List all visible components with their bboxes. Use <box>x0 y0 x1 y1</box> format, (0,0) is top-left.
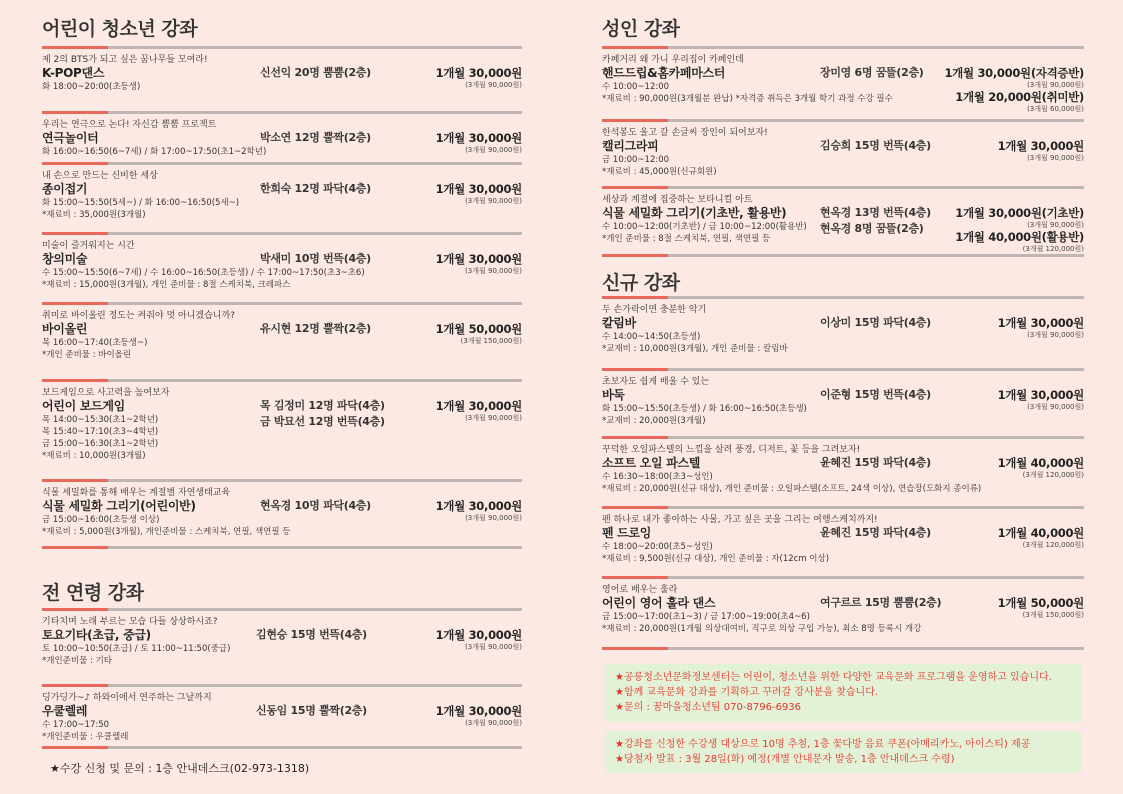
course-tagline: 기타치며 노래 부르는 모습 다들 상상하시죠? <box>42 617 218 627</box>
divider-line <box>668 647 1084 650</box>
quarter-price: (3개월 120,000원) <box>1022 245 1084 253</box>
course-note: *재료비 : 10,000원(3개월) <box>42 451 146 461</box>
course-tagline: 세상과 계절에 집중하는 보타니컬 아트 <box>602 195 753 205</box>
course-block <box>602 506 1084 565</box>
course-block <box>42 162 522 221</box>
divider-accent <box>42 746 108 749</box>
divider-line <box>668 119 1084 122</box>
monthly-price: 1개월 30,000원 <box>435 399 522 413</box>
course-tagline: 제 2의 BTS가 되고 싶은 꿈나무들 모여라! <box>42 55 208 65</box>
instructor-room: 목 김정미 12명 파닥(4층) <box>260 399 385 412</box>
divider-accent <box>602 254 668 257</box>
monthly-price: 1개월 40,000원 <box>997 456 1084 470</box>
quarter-price: (3개월 90,000원) <box>465 514 522 522</box>
course-note: *재료비 : 45,000원(신규회원) <box>602 167 717 177</box>
course-note: *교재비 : 20,000원(3개월) <box>602 416 706 426</box>
divider-accent <box>42 379 108 382</box>
monthly-price: 1개월 20,000원(취미반) <box>955 90 1084 104</box>
course-schedule: 화 18:00~20:00(초등생) <box>42 82 141 92</box>
monthly-price: 1개월 30,000원 <box>435 499 522 513</box>
divider <box>602 296 1084 300</box>
divider-line <box>108 746 522 749</box>
course-tagline: 보드게임으로 사고력을 높여보자 <box>42 388 170 398</box>
course-note: *개인준비물 : 우쿨렐레 <box>42 732 129 742</box>
course-note: *재료비 : 15,000원(3개월), 개인 준비물 : 8절 스케치북, 크레파스 <box>42 280 291 290</box>
divider <box>602 436 1084 440</box>
course-schedule: 화 15:00~15:50(5세~) / 화 16:00~16:50(5세~) <box>42 198 240 208</box>
course-tagline: 영어로 배우는 훌라 <box>602 585 678 595</box>
divider-accent <box>602 506 668 509</box>
divider-accent <box>602 647 668 650</box>
instructor-room: 박새미 10명 번뜩(4층) <box>260 252 371 265</box>
divider <box>602 506 1084 510</box>
course-name: 창의미술 <box>42 252 88 266</box>
course-note: *개인 준비물 : 바이올린 <box>42 350 132 360</box>
divider <box>602 119 1084 123</box>
course-block <box>42 379 522 462</box>
quarter-price: (3개월 90,000원) <box>465 643 522 651</box>
course-note: *재료비 : 9,500원(신규 대상), 개인 준비물 : 자(12cm 이상) <box>602 554 830 564</box>
closing-divider <box>42 746 522 750</box>
price-block <box>998 526 1084 550</box>
instructor-room: 윤혜진 15명 파닥(4층) <box>820 526 931 539</box>
monthly-price: 1개월 30,000원 <box>997 316 1084 330</box>
monthly-price: 1개월 30,000원 <box>997 139 1084 153</box>
divider <box>42 232 522 236</box>
course-name: K-POP댄스 <box>42 66 105 80</box>
course-schedule: 금 10:00~12:00 <box>602 155 670 165</box>
instructor-room: 신선익 20명 뿜뿜(2층) <box>260 66 371 79</box>
course-schedule: 목 14:00~15:30(초1~2학년) <box>42 415 159 425</box>
course-tagline: 한석봉도 울고 갈 손글씨 장인이 되어보자! <box>602 128 768 138</box>
course-name: 어린이 영어 훌라 댄스 <box>602 596 716 610</box>
quarter-price: (3개월 90,000원) <box>465 267 522 275</box>
course-tagline: 우리는 연극으로 논다! 자신감 뿜뿜 프로젝트 <box>42 120 217 130</box>
section-title: 어린이 청소년 강좌 <box>42 18 198 40</box>
course-schedule: 금 15:00~16:30(초1~2학년) <box>42 439 159 449</box>
monthly-price: 1개월 30,000원 <box>435 182 522 196</box>
course-block <box>602 436 1084 495</box>
monthly-price: 1개월 30,000원 <box>435 131 522 145</box>
course-block <box>602 186 1084 253</box>
course-block <box>602 46 1084 113</box>
price-block <box>998 388 1084 412</box>
course-name: 캘리그라피 <box>602 139 659 153</box>
price-block <box>998 316 1084 340</box>
course-schedule: 화 16:00~16:50(6~7세) / 화 17:00~17:50(초1~2학년) <box>42 147 267 157</box>
divider-line <box>108 684 522 687</box>
course-schedule: 토 10:00~10:50(초급) / 토 11:00~11:50(중급) <box>42 644 231 654</box>
monthly-price: 1개월 30,000원 <box>435 628 522 642</box>
course-block <box>42 46 522 93</box>
instructor-room: 현옥경 10명 파닥(4층) <box>260 499 371 512</box>
new-section <box>602 268 1084 298</box>
price-block <box>436 322 522 346</box>
divider <box>42 379 522 383</box>
instructor-room: 김승희 15명 번뜩(4층) <box>820 139 931 152</box>
quarter-price: (3개월 90,000원) <box>1027 221 1084 229</box>
course-note: *재료비 : 5,000원(3개월), 개인준비물 : 스케치북, 연필, 색연필 등 <box>42 527 291 537</box>
divider-accent <box>42 46 108 49</box>
price-block <box>955 90 1084 114</box>
course-name: 소프트 오일 파스텔 <box>602 456 701 470</box>
course-block <box>602 368 1084 427</box>
divider <box>602 186 1084 190</box>
notice-line: ★당첨자 발표 : 3월 28일(화) 예정(개별 안내문자 발송, 1층 안내데스크 수령) <box>615 754 955 765</box>
course-name: 바둑 <box>602 388 625 402</box>
course-schedule: 수 14:00~14:50(초등생) <box>602 332 701 342</box>
closing-divider <box>602 254 1084 258</box>
divider <box>42 46 522 50</box>
divider-accent <box>42 684 108 687</box>
divider <box>602 368 1084 372</box>
divider-line <box>668 186 1084 189</box>
closing-divider <box>602 647 1084 651</box>
course-tagline: 식물 세밀화를 통해 배우는 계절별 자연생태교육 <box>42 488 231 498</box>
price-block <box>436 399 522 423</box>
instructor-room: 이준형 15명 번뜩(4층) <box>820 388 931 401</box>
instructor-room: 한희숙 12명 파닥(4층) <box>260 182 371 195</box>
quarter-price: (3개월 90,000원) <box>465 146 522 154</box>
section-title: 전 연령 강좌 <box>42 582 144 604</box>
divider <box>42 111 522 115</box>
course-note: *재료비 : 90,000원(3개월분 완납) *자격증 취득은 3개월 학기 과정 수강 필수 <box>602 94 893 104</box>
quarter-price: (3개월 90,000원) <box>465 414 522 422</box>
monthly-price: 1개월 30,000원 <box>997 388 1084 402</box>
price-block <box>436 66 522 90</box>
course-tagline: 두 손가락이면 충분한 악기 <box>602 305 707 315</box>
quarter-price: (3개월 90,000원) <box>465 81 522 89</box>
divider-accent <box>42 162 108 165</box>
divider-line <box>108 379 522 382</box>
instructor-room: 신동임 15명 뿔짝(2층) <box>256 704 367 717</box>
divider-line <box>108 162 522 165</box>
divider <box>42 302 522 306</box>
divider <box>42 479 522 483</box>
price-block <box>436 704 522 728</box>
divider-line <box>108 111 522 114</box>
divider-line <box>668 254 1084 257</box>
divider <box>42 608 522 612</box>
course-schedule: 수 10:00~12:00(기초반) / 금 10:00~12:00(활용반) <box>602 222 807 232</box>
divider-accent <box>42 232 108 235</box>
instructor-room: 여구르르 15명 뿜뿜(2층) <box>820 596 942 609</box>
course-block <box>42 111 522 158</box>
instructor-room: 김현승 15명 번뜩(4층) <box>256 628 367 641</box>
course-block <box>602 576 1084 635</box>
course-tagline: 초보자도 쉽게 배울 수 있는 <box>602 377 710 387</box>
quarter-price: (3개월 90,000원) <box>465 197 522 205</box>
course-block <box>42 608 522 667</box>
divider-accent <box>602 576 668 579</box>
price-block <box>436 628 522 652</box>
course-name: 연극놀이터 <box>42 131 99 145</box>
instructor-room: 윤혜진 15명 파닥(4층) <box>820 456 931 469</box>
course-tagline: 펜 하나로 내가 좋아하는 사물, 가고 싶은 곳을 그리는 여행스케치까지! <box>602 515 878 525</box>
course-block <box>602 119 1084 178</box>
quarter-price: (3개월 120,000원) <box>1022 541 1084 549</box>
monthly-price: 1개월 40,000원 <box>997 526 1084 540</box>
course-schedule: 수 16:30~18:00(초3~성인) <box>602 472 713 482</box>
monthly-price: 1개월 30,000원 <box>435 704 522 718</box>
divider-accent <box>42 111 108 114</box>
price-block <box>436 499 522 523</box>
course-name: 우쿨렐레 <box>42 704 88 718</box>
divider-accent <box>602 119 668 122</box>
divider-accent <box>602 186 668 189</box>
notice-box-event <box>605 731 1082 773</box>
course-note: *개인 준비물 : 8절 스케치북, 연필, 색연필 등 <box>602 234 771 244</box>
kids-section <box>42 14 522 44</box>
course-tagline: 카페거리 왜 가니 우리집이 카페인데 <box>602 55 744 65</box>
quarter-price: (3개월 150,000원) <box>1022 611 1084 619</box>
all-ages-section <box>42 578 522 608</box>
instructor-room: 현옥경 13명 번뜩(4층) <box>820 206 931 219</box>
quarter-price: (3개월 90,000원) <box>1027 331 1084 339</box>
course-note: *교재비 : 10,000원(3개월), 개인 준비물 : 칼림바 <box>602 344 788 354</box>
course-tagline: 내 손으로 만드는 신비한 세상 <box>42 171 158 181</box>
price-block <box>436 182 522 206</box>
price-block <box>944 66 1084 90</box>
course-name: 핸드드립&홈카페마스터 <box>602 66 726 80</box>
course-block <box>602 296 1084 355</box>
divider-line <box>108 302 522 305</box>
price-block <box>436 252 522 276</box>
price-block <box>955 230 1084 254</box>
notice-line: ★문의 : 꿈마을청소년팀 070-8796-6936 <box>615 702 802 713</box>
monthly-price: 1개월 50,000원 <box>435 322 522 336</box>
monthly-price: 1개월 30,000원(기초반) <box>955 206 1084 220</box>
quarter-price: (3개월 90,000원) <box>1027 81 1084 89</box>
monthly-price: 1개월 30,000원 <box>435 252 522 266</box>
instructor-room: 금 박묘선 12명 번뜩(4층) <box>260 415 385 428</box>
quarter-price: (3개월 90,000원) <box>1027 403 1084 411</box>
course-name: 종이접기 <box>42 182 88 196</box>
course-schedule: 수 17:00~17:50 <box>42 720 110 730</box>
divider <box>42 684 522 688</box>
course-tagline: 꾸덕한 오일파스텔의 느낌을 살려 풍경, 디저트, 꽃 등을 그려보자! <box>602 445 861 455</box>
divider <box>602 576 1084 580</box>
course-name: 펜 드로잉 <box>602 526 652 540</box>
course-name: 바이올린 <box>42 322 88 336</box>
divider-line <box>108 232 522 235</box>
instructor-room: 현옥경 8명 꿈뜰(2층) <box>820 222 924 235</box>
divider-line <box>108 546 522 549</box>
divider-accent <box>42 302 108 305</box>
course-note: *재료비 : 20,000원(1개월 의상대여비, 직구로 의상 구입 가능), 최소 8명 등록시 개강 <box>602 624 922 634</box>
course-schedule: 수 15:00~15:50(6~7세) / 수 16:00~16:50(초등생) / 수 17:00~17:50(초3~초6) <box>42 268 365 278</box>
course-schedule: 화 15:00~15:50(초등생) / 화 16:00~16:50(초등생) <box>602 404 807 414</box>
divider-line <box>668 576 1084 579</box>
course-block <box>42 302 522 361</box>
course-schedule: 금 15:00~17:00(초1~3) / 금 17:00~19:00(초4~6) <box>602 612 810 622</box>
divider-line <box>668 296 1084 299</box>
divider-accent <box>42 608 108 611</box>
monthly-price: 1개월 50,000원 <box>997 596 1084 610</box>
course-schedule: 금 15:00~16:00(초등생 이상) <box>42 515 160 525</box>
divider-accent <box>42 546 108 549</box>
divider <box>42 746 522 750</box>
divider-accent <box>602 368 668 371</box>
price-block <box>955 206 1084 230</box>
instructor-room: 장미영 6명 꿈뜰(2층) <box>820 66 924 79</box>
notice-line: ★공릉청소년문화정보센터는 어린이, 청소년을 위한 다양한 교육문화 프로그램을 운영하고 있습니다. <box>615 672 1052 683</box>
divider-line <box>108 479 522 482</box>
course-name: 토요기타(초급, 중급) <box>42 628 151 642</box>
course-block <box>42 232 522 291</box>
quarter-price: (3개월 150,000원) <box>460 337 522 345</box>
course-block <box>42 684 522 743</box>
quarter-price: (3개월 90,000원) <box>1027 154 1084 162</box>
divider-accent <box>602 436 668 439</box>
course-schedule: 목 15:40~17:10(초3~4학년) <box>42 427 159 437</box>
section-title: 성인 강좌 <box>602 18 680 40</box>
divider <box>602 647 1084 651</box>
price-block <box>998 139 1084 163</box>
course-schedule: 수 10:00~12:00 <box>602 82 670 92</box>
course-name: 어린이 보드게임 <box>42 399 125 413</box>
divider-line <box>668 368 1084 371</box>
divider-line <box>108 608 522 611</box>
course-tagline: 미술이 즐거워지는 시간 <box>42 241 135 251</box>
course-name: 식물 세밀화 그리기(어린이반) <box>42 499 196 513</box>
quarter-price: (3개월 120,000원) <box>1022 471 1084 479</box>
quarter-price: (3개월 90,000원) <box>465 719 522 727</box>
divider <box>602 46 1084 50</box>
price-block <box>998 596 1084 620</box>
divider-line <box>668 46 1084 49</box>
notice-box-info <box>605 664 1082 722</box>
course-schedule: 수 18:00~20:00(초5~성인) <box>602 542 713 552</box>
divider-line <box>668 506 1084 509</box>
course-tagline: 취미로 바이올린 정도는 켜줘야 멋 아니겠습니까? <box>42 311 235 321</box>
instructor-room: 박소연 12명 뿔짝(2층) <box>260 131 371 144</box>
notice-line: ★함께 교육문화 강좌를 기획하고 꾸려갈 강사분을 찾습니다. <box>615 687 879 698</box>
divider-line <box>668 436 1084 439</box>
instructor-room: 이상미 15명 파닥(4층) <box>820 316 931 329</box>
monthly-price: 1개월 30,000원(자격증반) <box>944 66 1084 80</box>
monthly-price: 1개월 30,000원 <box>435 66 522 80</box>
divider-accent <box>602 296 668 299</box>
divider-accent <box>602 46 668 49</box>
divider-accent <box>42 479 108 482</box>
closing-divider <box>42 546 522 550</box>
divider <box>602 254 1084 258</box>
quarter-price: (3개월 60,000원) <box>1027 105 1084 113</box>
course-note: *개인준비물 : 기타 <box>42 656 112 666</box>
notice-line: ★강좌를 신청한 수강생 대상으로 10명 추첨, 1층 꽃다방 음료 쿠폰(아메리카노, 아이스티) 제공 <box>615 739 1031 750</box>
course-block <box>42 479 522 538</box>
course-name: 식물 세밀화 그리기(기초반, 활용반) <box>602 206 787 220</box>
inquiry-footer: ★수강 신청 및 문의 : 1층 안내데스크(02-973-1318) <box>50 762 310 775</box>
price-block <box>436 131 522 155</box>
divider <box>42 546 522 550</box>
instructor-room: 유시현 12명 뿔짝(2층) <box>260 322 371 335</box>
divider <box>42 162 522 166</box>
price-block <box>998 456 1084 480</box>
adult-section <box>602 14 1084 44</box>
course-name: 칼림바 <box>602 316 636 330</box>
course-tagline: 딩가딩가~♪ 하와이에서 연주하는 그날까지 <box>42 693 212 703</box>
course-schedule: 목 16:00~17:40(초등생~) <box>42 338 148 348</box>
section-title: 신규 강좌 <box>602 272 680 294</box>
course-note: *재료비 : 35,000원(3개월) <box>42 210 146 220</box>
divider-line <box>108 46 522 49</box>
monthly-price: 1개월 40,000원(활용반) <box>955 230 1084 244</box>
course-note: *재료비 : 20,000원(신규 대상), 개인 준비물 : 오일파스텔(소프트, 24색 이상), 연습장(도화지 종이류) <box>602 484 982 494</box>
